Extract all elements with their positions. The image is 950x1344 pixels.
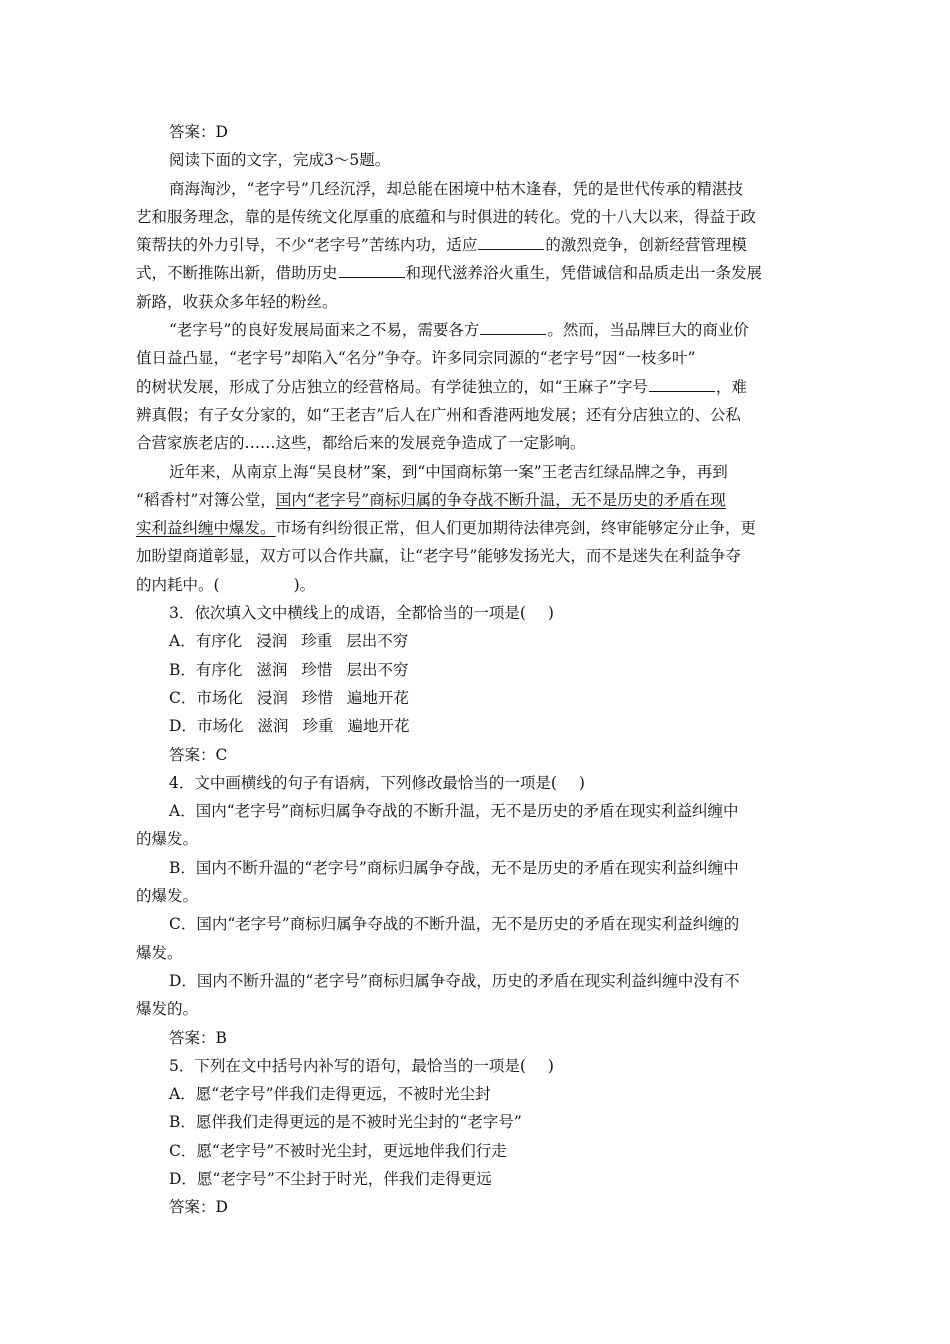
q4-option-d-line-1: D．国内不断升温的“老字号”商标归属争夺战，历史的矛盾在现实利益纠缠中没有不 [169, 971, 740, 990]
q3-a-w2: 浸润 [256, 632, 288, 651]
blank-3 [480, 320, 546, 335]
p3-line-5-a: 的内耗中。( [136, 575, 220, 594]
q4-option-a-line-1: A．国内“老字号”商标归属争夺战的不断升温，无不是历史的矛盾在现实利益纠缠中 [169, 802, 739, 821]
p3-line-3-b: 市场有纠纷很正常，但人们更加期待法律亮剑，终审能够定分止争，更 [275, 519, 757, 538]
q4-answer: 答案：B [169, 1028, 227, 1047]
q5-option-a: A．愿“老字号”伴我们走得更远，不被时光尘封 [169, 1085, 491, 1104]
p2-line-1 [136, 316, 816, 344]
p2-line-5: 合营家族老店的……这些，都给后来的发展竞争造成了一定影响。 [136, 434, 586, 453]
blank-2 [339, 263, 405, 278]
q3-a-w3: 珍重 [301, 632, 333, 651]
p1-line-1: 商海淘沙，“老字号”几经沉浮，却总能在困境中枯木逢春，凭的是世代传承的精湛技 [169, 179, 743, 198]
q3-d-label: D． [169, 717, 197, 736]
p1-line-3 [136, 231, 816, 259]
q5-answer: 答案：D [169, 1198, 228, 1217]
q4-option-a-line-2: 的爆发。 [136, 830, 199, 849]
underlined-sentence-part-2: 实利益纠缠中爆发。 [136, 519, 276, 538]
q3-c-w2: 浸润 [256, 688, 288, 707]
q3-c-w3: 珍惜 [301, 688, 333, 707]
q4-option-c-line-1: C．国内“老字号”商标归属争夺战的不断升温，无不是历史的矛盾在现实利益纠缠的 [169, 915, 740, 934]
q3-stem-close: ) [547, 604, 554, 623]
p3-line-5 [136, 571, 816, 599]
q4-option-c-line-2: 爆发。 [136, 943, 183, 962]
p1-line-2: 艺和服务理念，靠的是传统文化厚重的底蕴和与时俱进的转化。党的十八大以来，得益于政 [136, 207, 757, 226]
q3-option-c [136, 684, 816, 712]
q3-answer: 答案：C [169, 745, 228, 764]
q4-stem-text: 4．文中画横线的句子有语病，下列修改最恰当的一项是( [169, 773, 557, 792]
q3-c-label: C． [169, 688, 197, 707]
q3-b-w1: 有序化 [195, 660, 243, 679]
q5-option-d: D．愿“老字号”不尘封于时光，伴我们走得更远 [169, 1169, 492, 1188]
p2-line-3-b: ，难 [715, 377, 747, 396]
q3-b-w2: 滋润 [256, 660, 288, 679]
q5-option-b: B．愿伴我们走得更远的是不被时光尘封的“老字号” [169, 1113, 522, 1132]
p2-line-3 [136, 373, 816, 401]
p2-line-3-a: 的树状发展，形成了分店独立的经营格局。有学徒独立的，如“王麻子”字号 [136, 377, 648, 396]
q5-option-c: C．愿“老字号”不被时光尘封，更远地伴我们行走 [169, 1141, 507, 1160]
answer-prev: 答案：D [169, 123, 228, 141]
p3-line-3 [136, 514, 816, 542]
q3-a-w1: 有序化 [195, 632, 243, 651]
q4-option-d-line-2: 爆发的。 [136, 1000, 199, 1019]
q4-option-b-line-1: B．国内不断升温的“老字号”商标归属争夺战，无不是历史的矛盾在现实利益纠缠中 [169, 858, 739, 877]
p3-line-2-a: “稻香村”对簿公堂， [136, 490, 276, 509]
underlined-sentence-part-1: 国内“老字号”商标归属的争夺战不断升温，无不是历史的矛盾在现 [275, 490, 726, 509]
q3-d-w4: 遍地开花 [347, 717, 410, 736]
p1-line-4-a: 式，不断推陈出新，借助历史 [136, 264, 338, 283]
q5-stem-text: 5．下列在文中括号内补写的语句，最恰当的一项是( [169, 1056, 526, 1075]
p2-line-1-a: “老字号”的良好发展局面来之不易，需要各方 [169, 321, 480, 340]
q4-option-b-line-2: 的爆发。 [136, 887, 199, 906]
p2-line-2: 值日益凸显，“老字号”却陷入“名分”争夺。许多同宗同源的“老字号”因“一枝多叶” [136, 349, 696, 368]
q3-option-d [136, 712, 816, 740]
q3-stem-text: 3．依次填入文中横线上的成语，全都恰当的一项是( [169, 604, 526, 623]
reading-intro: 阅读下面的文字，完成3～5题。 [169, 151, 391, 170]
q5-stem-close: ) [547, 1056, 554, 1075]
q3-d-w1: 市场化 [196, 717, 244, 736]
p3-line-4: 加盼望商道彰显，双方可以合作共赢，让“老字号”能够发扬光大，而不是迷失在利益争夺 [136, 547, 741, 566]
q3-stem [136, 599, 816, 627]
p1-line-4-b: 和现代滋养浴火重生，凭借诚信和品质走出一条发展 [405, 264, 763, 283]
p3-line-2 [136, 486, 816, 514]
p1-line-3-b: 的激烈竞争，创新经营管理模 [545, 236, 747, 255]
p3-line-1: 近年来，从南京上海“吴良材”案，到“中国商标第一案”王老吉红绿品牌之争，再到 [169, 462, 728, 481]
q3-c-w4: 遍地开花 [346, 688, 409, 707]
q3-c-w1: 市场化 [196, 688, 243, 707]
blank-1 [478, 235, 544, 250]
q5-stem [136, 1052, 816, 1080]
p1-line-5: 新路，收获众多年轻的粉丝。 [136, 292, 338, 311]
q4-stem-close: ) [578, 773, 585, 792]
p2-line-4: 辨真假；有子女分家的，如“王老吉”后人在广州和香港两地发展；还有分店独立的、公私 [136, 405, 741, 424]
q3-b-w3: 珍惜 [301, 660, 333, 679]
q3-a-w4: 层出不穷 [346, 632, 409, 651]
p2-line-1-b: 。然而，当品牌巨大的商业价 [547, 321, 749, 340]
p1-line-3-a: 策帮扶的外力引导，不少“老字号”苦练内功，适应 [136, 236, 478, 255]
blank-4 [649, 377, 715, 392]
q3-d-w2: 滋润 [257, 717, 289, 736]
document-page [136, 118, 816, 1222]
q3-a-label: A． [169, 632, 196, 651]
q3-b-w4: 层出不穷 [346, 660, 409, 679]
q3-d-w3: 珍重 [302, 717, 334, 736]
q3-b-label: B． [169, 660, 196, 679]
q3-option-b [136, 656, 816, 684]
p3-line-5-b: )。 [293, 575, 316, 594]
p1-line-4 [136, 259, 816, 287]
q3-option-a [136, 627, 816, 655]
q4-stem [136, 769, 816, 797]
